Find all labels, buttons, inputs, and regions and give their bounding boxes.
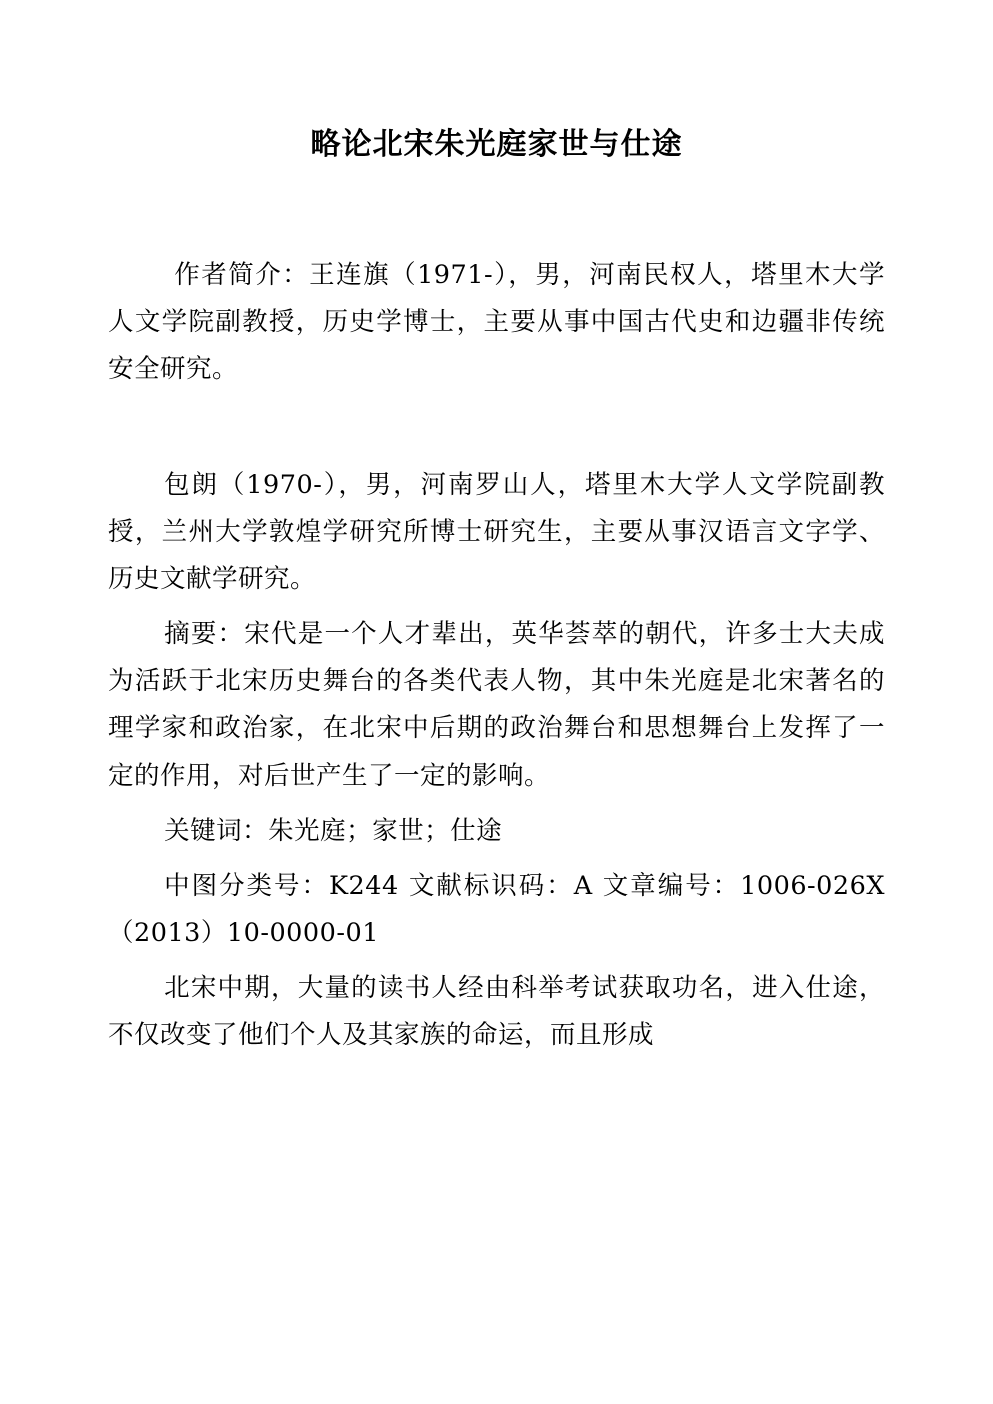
- paragraph-keywords: 关键词：朱光庭；家世；仕途: [164, 815, 503, 846]
- paragraph-classification: 中图分类号：K244 文献标识码：A 文章编号：1006-026X（2013）10-0000-01: [108, 870, 885, 949]
- paragraph-author-bio-1: 作者简介：王连旗（1971-），男，河南民权人，塔里木大学人文学院副教授，历史学博士，主要从事中国古代史和边疆非传统安全研究。: [108, 260, 885, 385]
- paragraph-author-bio-2: 包朗（1970-），男，河南罗山人，塔里木大学人文学院副教授，兰州大学敦煌学研究所博士研究生，主要从事汉语言文字学、历史文献学研究。: [108, 469, 885, 594]
- page-title: 略论北宋朱光庭家世与仕途: [310, 127, 683, 162]
- paragraph-abstract: 摘要：宋代是一个人才辈出，英华荟萃的朝代，许多士大夫成为活跃于北宋历史舞台的各类代表人物，其中朱光庭是北宋著名的理学家和政治家，在北宋中后期的政治舞台和思想舞台上发挥了一定的作用，对后世产生了一定的影响。: [108, 619, 885, 791]
- paragraph-body-1: 北宋中期，大量的读书人经由科举考试获取功名，进入仕途，不仅改变了他们个人及其家族的命运，而且形成: [108, 973, 885, 1051]
- spacer-between-bios: [108, 394, 885, 462]
- spacer-after-title: [108, 166, 885, 252]
